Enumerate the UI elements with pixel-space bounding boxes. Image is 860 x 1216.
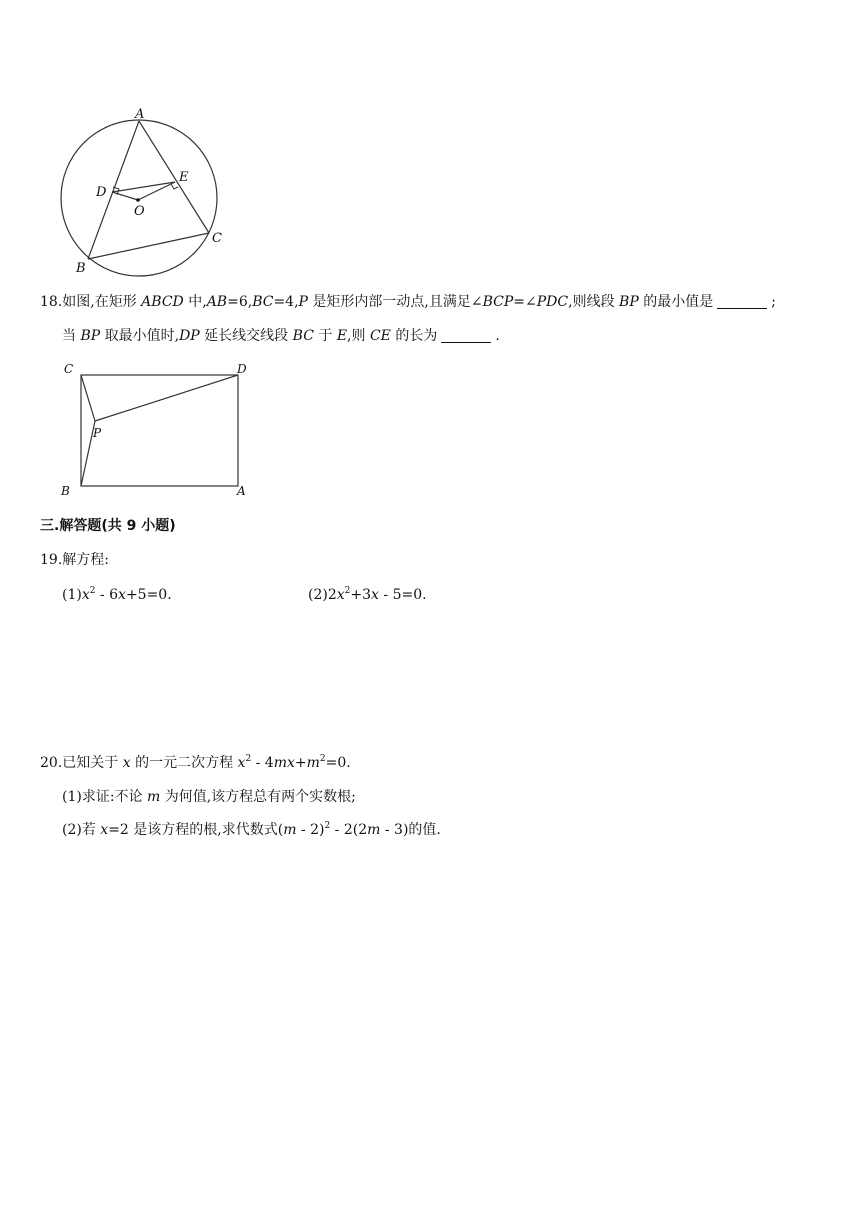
- text: 20.已知关于: [40, 755, 123, 771]
- question-20-part-1: [62, 787, 356, 807]
- text: 中,: [183, 294, 207, 310]
- text: 的一元二次方程: [130, 755, 238, 771]
- label-a: A: [237, 484, 246, 498]
- figure-18-rectangle: [0, 355, 300, 505]
- var: BP: [619, 294, 639, 310]
- label-a: A: [135, 107, 145, 122]
- exponent: 2: [245, 754, 252, 764]
- label-b: B: [61, 484, 70, 498]
- label-d: D: [96, 185, 107, 200]
- text: 当: [62, 328, 81, 344]
- text: +: [294, 755, 307, 771]
- label-c: C: [64, 362, 74, 376]
- text: =∠: [513, 294, 537, 310]
- text: +3: [350, 587, 372, 603]
- answer-blank-2[interactable]: [441, 328, 491, 343]
- var: P: [298, 294, 308, 310]
- question-18-line-1: [40, 292, 776, 312]
- section-3-heading: 三.解答题(共 9 小题): [40, 518, 176, 534]
- label-d: D: [237, 362, 247, 376]
- label-p: P: [93, 426, 102, 440]
- text: 于: [313, 328, 337, 344]
- point-o: [136, 198, 140, 202]
- text: ;: [771, 294, 776, 310]
- var: BCP: [482, 294, 514, 310]
- text: =4,: [273, 294, 299, 310]
- question-20-part-2: [62, 820, 441, 840]
- text: 延长线交线段: [199, 328, 293, 344]
- text: .: [495, 328, 500, 344]
- question-20-stem: [40, 753, 351, 773]
- var: BP: [80, 328, 101, 344]
- text: ,则线段: [568, 294, 620, 310]
- answer-blank-1[interactable]: [717, 294, 767, 309]
- text: (1)求证:不论: [62, 789, 147, 805]
- var: x: [371, 587, 379, 603]
- text: 为何值,该方程总有两个实数根;: [160, 789, 356, 805]
- var: x: [336, 587, 345, 603]
- text: - 5=0.: [378, 587, 427, 603]
- var: AB: [206, 294, 228, 310]
- var: x: [81, 587, 90, 603]
- exponent: 2: [344, 586, 351, 596]
- exponent: 2: [89, 586, 96, 596]
- part-label: (2)2: [308, 587, 337, 603]
- figure-17-circle-triangle: [0, 0, 860, 300]
- text: ,则: [347, 328, 370, 344]
- exponent: 2: [319, 754, 326, 764]
- var: mx: [273, 755, 295, 771]
- var: x: [118, 587, 126, 603]
- text: - 6: [95, 587, 119, 603]
- text: - 4: [251, 755, 274, 771]
- var: E: [336, 328, 348, 344]
- circle-o: [61, 120, 217, 276]
- rectangle-abcd: [81, 375, 238, 486]
- text: 如图,在矩形: [62, 294, 142, 310]
- right-angle-mark-e: [171, 184, 178, 189]
- label-c: C: [212, 231, 222, 246]
- var: x: [122, 755, 131, 771]
- var: x: [237, 755, 246, 771]
- label-o: O: [134, 204, 145, 219]
- question-19-part-1: [62, 585, 172, 605]
- var: PDC: [536, 294, 569, 310]
- var: m: [306, 755, 320, 771]
- text: =6,: [227, 294, 253, 310]
- text: 是矩形内部一动点,且满足∠: [307, 294, 483, 310]
- part-label: (1): [62, 587, 82, 603]
- var: m: [367, 822, 381, 838]
- var: x: [100, 822, 109, 838]
- var: DP: [179, 328, 200, 344]
- text: - 3)的值.: [380, 822, 441, 838]
- text: - 2): [296, 822, 325, 838]
- segment-dp: [95, 375, 238, 421]
- segment-ac: [139, 121, 209, 233]
- text: 取最小值时,: [100, 328, 180, 344]
- text: =2 是该方程的根,求代数式(: [108, 822, 284, 838]
- var: CE: [369, 328, 391, 344]
- text: 的长为: [390, 328, 438, 344]
- question-19-part-2: [308, 585, 427, 605]
- segment-do: [112, 192, 138, 200]
- label-e: E: [179, 170, 189, 185]
- var: BC: [252, 294, 274, 310]
- question-18-line-2: [62, 326, 500, 346]
- text: 的最小值是: [638, 294, 714, 310]
- var: ABCD: [141, 294, 184, 310]
- question-19-title: 19.解方程:: [40, 552, 109, 568]
- var: m: [147, 789, 161, 805]
- text: +5=0.: [125, 587, 172, 603]
- text: - 2(2: [330, 822, 368, 838]
- text: (2)若: [62, 822, 101, 838]
- label-b: B: [76, 261, 86, 276]
- var: BC: [292, 328, 314, 344]
- text: =0.: [325, 755, 351, 771]
- segment-bc: [88, 233, 209, 259]
- exponent: 2: [324, 821, 331, 831]
- var: m: [283, 822, 297, 838]
- segment-cp: [81, 375, 95, 421]
- question-number: 18.: [40, 294, 63, 310]
